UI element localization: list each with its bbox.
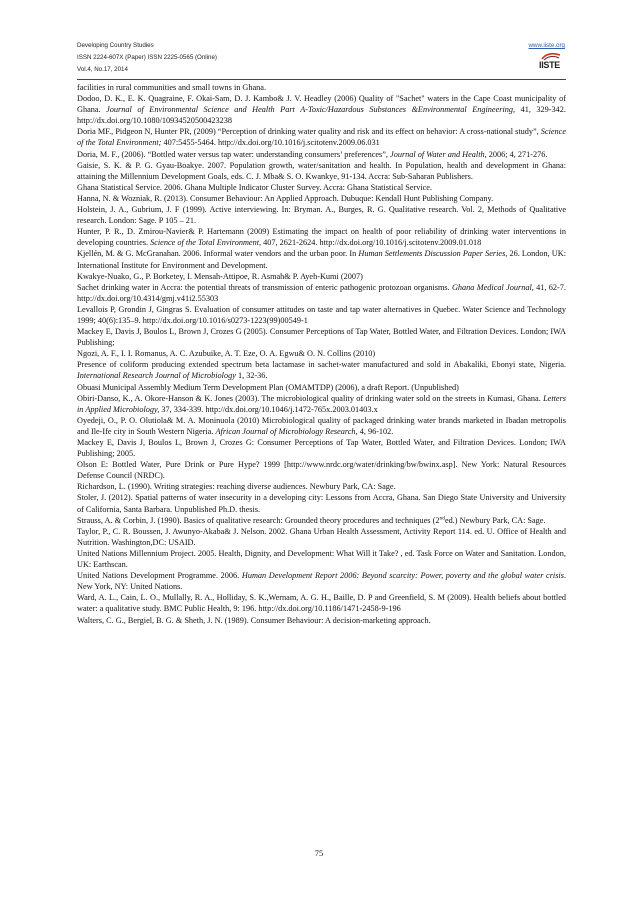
reference-text: 4, 96-102. (357, 426, 394, 436)
reference-text: Ward, A. L., Cain, L. O., Mullally, R. A., Holliday, S. K.,Wernam, A. G. H., Baille, D. P and Greenfield, S. M (2009). Health beliefs about bottled water: a qualitative study. BMC Public Health, 9: 196. http://dx.doi.org/10.1186/1471-2458-9-196 (77, 593, 566, 614)
reference-text: Sachet drinking water in Accra: the potential threats of transmission of enteric pathogenic protozoan organisms. (77, 282, 452, 292)
reference-text: Doria, M. F., (2006). “Bottled water versus tap water: understanding consumers’ preferences”, (77, 149, 391, 159)
reference-text: Dodoo, D. K., E. K. Quagraine, F. Okai-Sam, D. J. Kambo& J. V. Headley (2006) Quality of "Sachet" waters in the Cape Coast municipality of Ghana. (77, 94, 566, 115)
reference-text: 41, 62-7. http://dx.doi.org/10.4314/gmj.v41i2.55303 (77, 282, 566, 303)
reference-text: Obuasi Municipal Assembly Medium Term Development Plan (OMAMTDP) (2006), a draft Report. (Unpublished) (77, 382, 459, 392)
reference-entry (77, 149, 566, 160)
reference-text: United Nations Development Programme. 2006. (77, 571, 242, 581)
reference-entry (77, 415, 566, 437)
page-number: 75 (314, 848, 324, 858)
reference-entry (77, 304, 566, 326)
reference-entry (77, 160, 566, 182)
reference-text: Journal of Water and Health, (390, 149, 487, 159)
reference-text: International Research Journal of Microbiology (77, 371, 236, 381)
reference-entry (77, 481, 566, 492)
reference-text: Human Development Report 2006: Beyond scarcity: Power, poverty and the global water crisis (241, 571, 564, 581)
reference-entry (77, 548, 566, 570)
reference-entry (77, 592, 566, 614)
reference-text: Taylor, P., C. R. Boussen, J. Awunyo-Akaba& J. Nelson. 2002. Ghana Urban Health Assessment, Activity Report 114. ed. U. Office of Health and Nutrition. Washington,DC: USAID. (77, 526, 566, 547)
reference-text: Mackey E, Davis J, Boulos L, Brown J, Crozes G (2005). Consumer Perceptions of Tap Water, Bottled Water, and Filtration Devices. London; IWA Publishing; (77, 327, 566, 348)
reference-text: Journal of Environmental Science and Health Part A-Toxic/Hazardous Substances &Environmental Engineering, (106, 105, 516, 115)
reference-text: Doria MF., Pidgeon N, Hunter PR, (2009) “Perception of drinking water quality and risk and its effect on behavior: A cross-national study”, (77, 127, 541, 137)
header-divider (77, 79, 566, 80)
reference-text: Kwakye-Nuako, G., P. Borketey, I. Mensah-Attipoe, R. Asmah& P. Ayeh-Kumi (2007) (77, 271, 363, 281)
reference-text: Human Settlements Discussion Paper Series (358, 249, 506, 259)
reference-text: Mackey E, Davis J, Boulos L, Brown J, Crozes G: Consumer Perceptions of Tap Water, Bottled Water, and Filtration Devices. London; IWA Publishing; 2005. (77, 438, 566, 459)
reference-text: United Nations Millennium Project. 2005. Health, Dignity, and Development: What Will it Take? , ed. Task Force on Water and Sanitation. London, UK: Earthscan. (77, 548, 566, 570)
reference-text: Stoler, J. (2012). Spatial patterns of water insecurity in a developing city: Lessons from Accra, Ghana. San Diego State University and University of California, Santa Barbara. Unpublished Ph.D. thesis. (77, 493, 566, 514)
reference-entry (77, 182, 566, 193)
reference-entry (77, 282, 566, 304)
reference-text: Hanna, N. & Wozniak, R. (2013). Consumer Behaviour: An Applied Approach. Dubuque: Kendall Hunt Publishing Company. (77, 193, 494, 203)
reference-text: nd (439, 514, 445, 521)
reference-text: Letters in Applied Microbiology, (77, 393, 566, 414)
reference-text: 407:5455-5464. http://dx.doi.org/10.1016/j.scitotenv.2009.06.031 (161, 138, 380, 148)
reference-entry (77, 459, 566, 481)
journal-url-link[interactable]: www.iiste.org (528, 42, 565, 49)
reference-text: . New York, NY: United Nations. (77, 571, 566, 592)
reference-text: African Journal of Microbiology Research, (215, 426, 358, 436)
reference-entry (77, 348, 566, 359)
reference-entry (77, 492, 566, 514)
reference-text: 407, 2621-2624. http://dx.doi.org/10.1016/j.scitotenv.2009.01.018 (261, 238, 482, 248)
reference-entry (77, 437, 566, 459)
reference-entry (77, 526, 566, 548)
reference-entry (77, 382, 566, 393)
reference-text: facilities in rural communities and small towns in Ghana. (77, 83, 267, 92)
reference-text: Presence of coliform producing extended spectrum beta lactamase in sachet-water manufactured and sold in Abakaliki, Ebonyi state, Nigeria. (77, 360, 566, 370)
reference-text: Olson E: Bottled Water, Pure Drink or Pure Hype? 1999 [http://www.nrdc.org/water/drinking/bw/bwinx.asp]. New York: Natural Resources Defense Council (NRDC). (77, 460, 566, 481)
reference-entry (77, 193, 566, 204)
reference-text: ed.) Newbury Park, CA: Sage. (444, 515, 546, 525)
reference-text: Science of the Total Environment, (150, 238, 262, 248)
reference-text: Strauss, A. & Corbin, J. (1990). Basics of qualitative research: Grounded theory procedures and techniques (2 (77, 515, 440, 525)
reference-entry (77, 82, 566, 93)
reference-text: Richardson, L. (1990). Writing strategies: reaching diverse audiences. Newbury Park, CA: Sage. (77, 482, 396, 492)
reference-entry (77, 615, 566, 626)
reference-entry (77, 226, 566, 248)
reference-entry (77, 93, 566, 126)
reference-entry (77, 248, 566, 270)
journal-name: Developing Country Studies (77, 42, 154, 49)
issn-line: ISSN 2224-607X (Paper) ISSN 2225-0565 (Online) (77, 54, 217, 61)
reference-list (77, 82, 566, 626)
reference-text: Obiri-Danso, K., A. Okore-Hanson & K. Jones (2003). The microbiological quality of drinking water sold on the streets in Kumasi, Ghana. (77, 393, 544, 403)
reference-text: Science of the Total Environment; (77, 127, 566, 148)
reference-entry (77, 393, 566, 415)
reference-entry (77, 570, 566, 592)
logo-text: IISTE (539, 60, 561, 70)
volume-line: Vol.4, No.17, 2014 (77, 66, 128, 73)
reference-text: 2006; 4, 271-276. (486, 149, 548, 159)
reference-text: Levallois P, Grondin J, Gingras S. Evaluation of consumer attitudes on taste and tap water alternatives in Quebec. Water Science and Technology 1999; 40(6):135–9. http://dx.doi.org/10.1016/s0273-1223(99)00549-1 (77, 304, 566, 325)
reference-text: Walters, C. G., Bergiel, B. G. & Sheth, J. N. (1989). Consumer Behaviour: A decision-marketing approach. (77, 615, 431, 625)
reference-entry (77, 359, 566, 381)
iiste-logo (538, 52, 564, 76)
reference-text: Ghana Medical Journal, (451, 282, 534, 292)
reference-text: Holstein, J. A., Gubrium, J. F (1999). Active interviewing. In: Bryman. A., Burges, R. G. Qualitative research. Vol. 2, Methods of Qualitative research. London: Sage. P 105 – 21. (77, 205, 566, 226)
reference-text: , 26. London, UK: International Institute for Environment and Development. (77, 249, 566, 270)
reference-entry (77, 126, 566, 148)
reference-entry (77, 271, 566, 282)
reference-text: 41, 329-342. http://dx.doi.org/10.1080/10934520500423238 (77, 105, 566, 126)
reference-entry (77, 204, 566, 226)
reference-text: Oyedeji, O., P. O. Olutiola& M. A. Moninuola (2010) Microbiological quality of packaged drinking water brands marketed in Ibadan metropolis and Ile-Ife city in South Western Nigeria. (77, 415, 566, 436)
reference-text: Hunter, P. R., D. Zmirou-Navier& P. Hartemann (2009) Estimating the impact on health of poor reliability of drinking water interventions in developing countries. (77, 227, 566, 248)
reference-text: 1, 32-36. (235, 371, 268, 381)
reference-text: 37, 334-339. http://dx.doi.org/10.1046/j.1472-765x.2003.01403.x (159, 404, 378, 414)
reference-text: Ngozi, A. F., I. I. Romanus, A. C. Azubuike, A. T. Eze, O. A. Egwu& O. N. Collins (2010) (77, 349, 376, 359)
reference-entry (77, 326, 566, 348)
reference-text: Ghana Statistical Service. 2006. Ghana Multiple Indicator Cluster Survey. Accra: Ghana Statistical Service. (77, 182, 433, 192)
reference-entry (77, 515, 566, 526)
reference-text: Kjellén, M. & G. McGranahan. 2006. Informal water vendors and the urban poor. In (77, 249, 359, 259)
reference-text: Gaisie, S. K. & P. G. Gyau-Boakye. 2007. Population growth, water/sanitation and health. In Population, health and development in Ghana: attaining the Millennium Development Goals, eds. C. J. Mba& S. O. Kwankye, 91-134. Accra: Sub-Saharan Publishers. (77, 160, 566, 181)
